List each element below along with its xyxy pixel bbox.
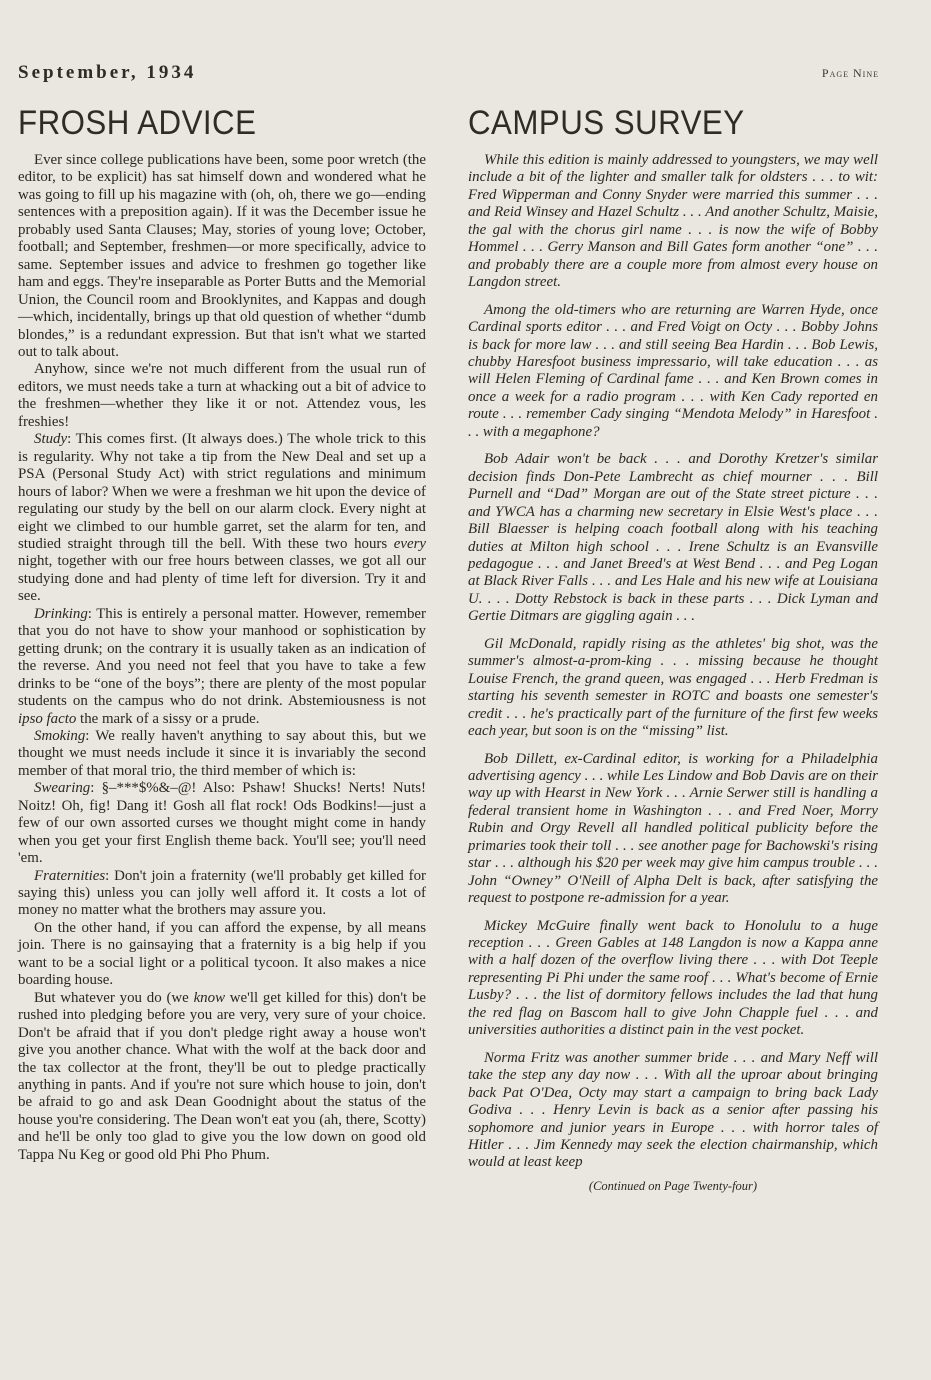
campus-survey-column [468,152,878,1205]
frosh-paragraph: But whatever you do (we know we'll get killed for this) don't be rushed into pledging before you are very, very sure of your choice. Don't be afraid that if you don't pledge right away a house won't give you another chance. What with the wolf at the back door and the tax collector at the front, they'll be out to pledge practically anything in pants. And if you're not sure which house to join, don't be afraid to go and ask Dean Goodnight about the status of the house you're considering. The Dean won't eat you (ah, there, Scotty) and he'll be only too glad to give you the low down on good old Tappa Nu Keg or good old Phi Pho Phum. [18,989,426,1163]
fraternities-heading: Fraternities [34,867,106,884]
survey-paragraph: Bob Dillett, ex-Cardinal editor, is working for a Philadelphia advertising agency . . . while Les Lindow and Bob Davis are on their way up with Hearst in New York . . . Arnie Serwer still is handling a federal transient home in Washington . . . and Fred Noer, Morry Rubin and Orgy Revell all handled political publicity before the primaries took their toll . . . see another page for Bachowski's rising star . . . although his $20 per week may give him campus trouble . . . John “Owney” O'Neill of Alpha Delt is back, after satisfying the request to postpone re-admission for a year. [468,750,878,907]
page-number: Page Nine [821,66,879,80]
issue-date: September, 1934 [18,62,197,83]
frosh-advice-column [18,152,426,1164]
survey-paragraph: Among the old-timers who are returning are Warren Hyde, once Cardinal sports editor . . . and Fred Voigt on Octy . . . Bobby Johns is back for more law . . . and still seeing Bea Hardin . . . Bob Lewis, chubby Haresfoot business impressario, will take education . . . as will Helen Fleming of Cardinal fame . . . and Ken Brown comes in once a week for a radio program . . . with Ken Cady reported en route . . . remember Cady singing “Mendota Melody” in Haresfoot . . . with a megaphone? [468,301,878,440]
frosh-paragraph: Anyhow, since we're not much different from the usual run of editors, we must needs take a turn at whacking out a bit of advice to the freshmen—whether they like it or not. Attendez vous, les freshies! [18,361,426,430]
smoking-paragraph: Smoking: We really haven't anything to say about this, but we thought we must needs include it since it is invariably the second member of that moral trio, the third member of which is: [18,727,426,779]
continued-note: (Continued on Page Twenty-four) [588,1178,758,1193]
fraternities-paragraph: Fraternities: Don't join a fraternity (we'll probably get killed for saying this) unless you can jolly well afford it. It costs a lot of money no matter what the brothers may assure you. [18,867,426,919]
study-paragraph: Study: This comes first. (It always does.) The whole trick to this is regularity. Why not take a tip from the New Deal and set up a PSA (Personal Study Act) with strict regulations and minimum hours of labor? When we were a freshman we hit upon the device of regulating our study by the bell on our alarm clock. Every night at eight we climbed to our humble garret, set the alarm for ten, and studied straight through till the bell. With these two hours every night, together with our free hours between classes, we got all our studying done and had plenty of time left for diversion. Try it and see. [18,431,426,605]
smoking-heading: Smoking [34,727,86,744]
frosh-paragraph: On the other hand, if you can afford the expense, by all means join. There is no gainsaying that a fraternity is a big help if you want to be a social light or a political tycoon. It also makes a nice boarding house. [18,919,426,989]
survey-paragraph: Norma Fritz was another summer bride . . . and Mary Neff will take the step any day now . . . With all the uproar about bringing back Pat O'Dea, Octy may start a campaign to bring back Lady Godiva . . . Henry Levin is back as a senior after passing his sophomore and junior years in Europe . . . with horror tales of Hitler . . . Jim Kennedy may seek the election chairmanship, which would at least keep [468,1049,878,1171]
survey-paragraph: Bob Adair won't be back . . . and Dorothy Kretzer's similar decision finds Don-Pete Lambrecht as chief mourner . . . Bill Purnell and “Dad” Morgan are out of the State street picture . . . and YWCA has a charming new secretary in Elsie West's place . . . Bill Blaesser is helping coach football along with his teaching duties at Milton high school . . . Irene Schultz is an Evansville pedagogue . . . and Janet Breed's at West Bend . . . and Peg Logan at Black River Falls . . . and Les Hale and his new wife at Louisiana U. . . . Dotty Rebstock is back in these parts . . . Dick Lyman and Gertie Ditmars are giggling again . . . [468,451,878,625]
survey-paragraph: While this edition is mainly addressed to youngsters, we may well include a bit of the lighter and smaller talk for oldsters . . . to wit: Fred Wipperman and Conny Snyder were married this summer . . . and Reid Winsey and Hazel Schultz . . . And another Schultz, Maisie, the gal with the chorus girl name . . . is now the wife of Bobby Hommel . . . Gerry Manson and Bill Gates form another “one” . . . and probably there are a couple more from almost every house on Langdon street. [468,152,878,291]
frosh-paragraph: Ever since college publications have been, some poor wretch (the editor, to be explicit) has sat himself down and wondered what he was going to fill up his magazine with (oh, oh, there we go—ending sentences with a preposition again). If it was the December issue he probably used Santa Clauses; May, stories of young love; October, football; and September, freshmen—or more specifically, advice to same. September issues and advice to freshmen go together like ham and eggs. They're inseparable as Porter Butts and the Memorial Union, the Council room and Brooklynites, and Kappas and dough—which, incidentally, brings up that old question of whether “dumb blondes,” is a redundant expression. But that isn't what we started out to talk about. [18,152,426,360]
swearing-heading: Swearing [34,780,91,797]
frosh-advice-title: FROSH ADVICE [18,104,257,142]
survey-paragraph: Gil McDonald, rapidly rising as the athletes' big shot, was the summer's almost-a-prom-king . . . missing because he thought Louise French, the grand queen, was engaged . . . Herb Fredman is starting his seventh semester in ROTC and boasts one semester's credit . . . he's practically part of the furniture of the first few weeks each year, but soon is on the “missing” list. [468,635,878,740]
campus-survey-title: CAMPUS SURVEY [468,104,745,142]
drinking-heading: Drinking [34,605,88,622]
swearing-paragraph: Swearing: §–***$%&–@! Also: Pshaw! Shucks! Nerts! Nuts! Noitz! Oh, fig! Dang it! Gosh all flat rock! Ods Bodkins!—just a few of our own assorted curses we thought might come in handy when you get your first English theme back. You'll see; you'll need 'em. [18,780,426,867]
study-heading: Study [34,431,68,448]
drinking-paragraph: Drinking: This is entirely a personal matter. However, remember that you do not have to show your manhood or sophistication by getting drunk; on the contrary it is usually taken as an indication of the reverse. And you need not feel that you have to take a few drinks to be “one of the boys”; there are plenty of the most popular students on the campus who do not drink. Abstemiousness is not ipso facto the mark of a sissy or a prude. [18,605,426,727]
survey-paragraph: Mickey McGuire finally went back to Honolulu to a huge reception . . . Green Gables at 148 Langdon is now a Kappa anne with a half dozen of the overflow living there . . . with Dot Teeple representing Pi Phi under the same roof . . . What's become of Ernie Lusby? . . . the list of dormitory fellows includes the lad that hung the red flag on Bascom hall to give John Chapple fuel . . . and universities authorities a distinct pain in the vest pocket. [468,917,878,1039]
